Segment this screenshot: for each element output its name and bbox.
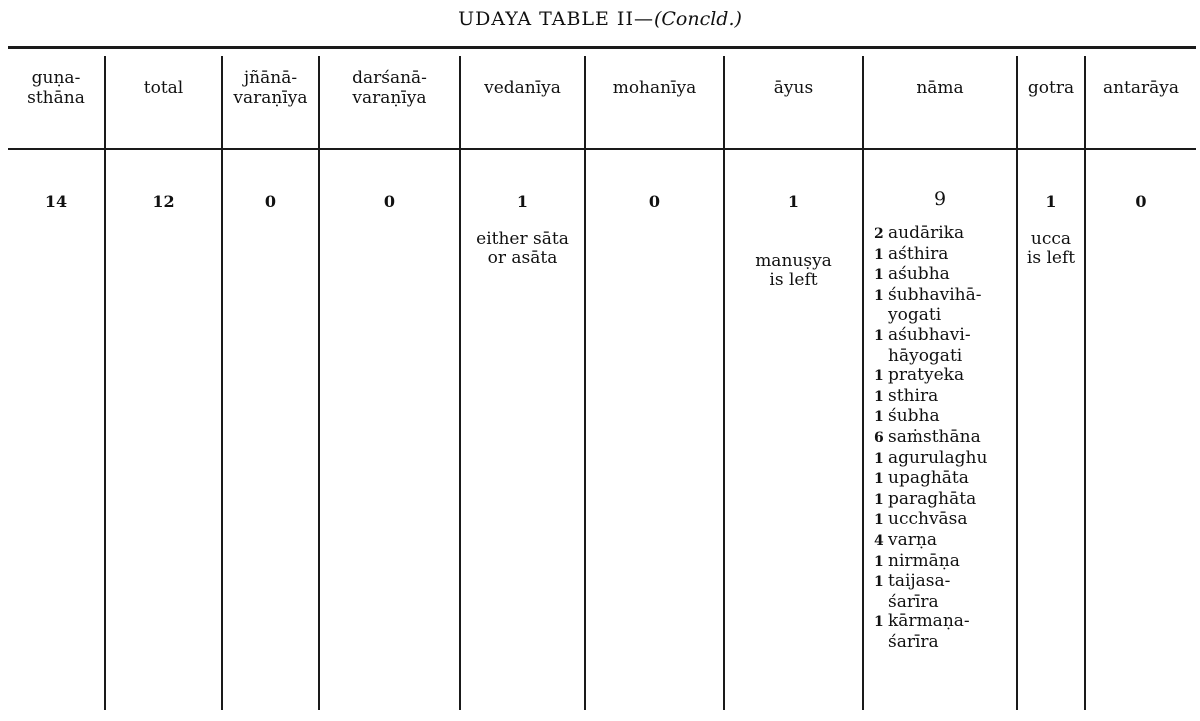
nama-count: 1 <box>874 287 884 304</box>
note-vedaniya <box>461 230 584 268</box>
nama-count: 1 <box>874 267 884 284</box>
nama-name: aśubhavi- <box>888 324 971 345</box>
header-line: āyus <box>773 78 814 98</box>
nama-count: 4 <box>874 532 884 549</box>
cell-darsanavaraniya: 0 <box>383 192 396 211</box>
list-item <box>874 326 1016 366</box>
header-line: total <box>143 78 184 98</box>
header-gotra <box>1018 78 1084 98</box>
header-line: guṇa- <box>31 68 81 88</box>
nama-name: saṁsthāna <box>888 426 981 447</box>
nama-name: pratyeka <box>888 365 965 386</box>
cell-ayus: 1 <box>787 192 800 211</box>
list-item <box>874 265 1016 286</box>
list-item <box>874 531 1016 552</box>
note-line: manuṣya <box>755 251 832 271</box>
nama-name-continued: śarīra <box>888 631 939 652</box>
column-divider <box>104 56 106 710</box>
column-divider <box>723 56 725 710</box>
list-item <box>874 224 1016 245</box>
nama-name: taijasa- <box>888 571 951 592</box>
header-line: vedanīya <box>484 78 561 98</box>
list-item <box>874 612 1016 652</box>
list-item <box>874 407 1016 428</box>
cell-antaraya: 0 <box>1135 192 1147 211</box>
cell-gunasthana: 14 <box>44 192 68 211</box>
header-ayus <box>725 78 862 98</box>
cell-jnanavaraniya: 0 <box>264 192 277 211</box>
nama-name: aśubha <box>888 264 950 285</box>
list-item <box>874 490 1016 511</box>
nama-count: 1 <box>874 246 884 263</box>
column-divider <box>459 56 461 710</box>
header-line: antarāya <box>1102 78 1180 98</box>
column-divider <box>1084 56 1086 710</box>
nama-name: ucchvāsa <box>888 509 968 530</box>
list-item <box>874 572 1016 612</box>
nama-name-continued: yogati <box>888 305 942 326</box>
nama-count: 6 <box>874 429 884 446</box>
cell-vedaniya: 1 <box>516 192 529 211</box>
column-divider <box>584 56 586 710</box>
note-line: ucca <box>1030 229 1072 249</box>
column-divider <box>862 56 864 710</box>
nama-count: 1 <box>874 388 884 405</box>
note-line: either sāta <box>476 229 569 249</box>
header-line: varaṇīya <box>352 88 427 108</box>
list-item <box>874 469 1016 490</box>
cell-total: 12 <box>152 192 175 211</box>
note-ayus <box>725 252 862 290</box>
header-line: mohanīya <box>612 78 697 98</box>
note-line: is left <box>769 270 818 290</box>
column-divider <box>318 56 320 710</box>
nama-name: śubhavihā- <box>888 284 982 305</box>
nama-name-continued: hāyogati <box>888 345 963 366</box>
table-top-rule <box>8 46 1196 49</box>
header-jnanavaraniya <box>223 68 318 108</box>
nama-count: 1 <box>874 614 884 631</box>
nama-name: kārmaṇa- <box>888 611 970 632</box>
list-item <box>874 286 1016 326</box>
nama-count: 1 <box>874 574 884 591</box>
header-line: jñānā- <box>243 68 298 88</box>
note-gotra <box>1018 230 1084 268</box>
header-line: gotra <box>1027 78 1075 98</box>
list-item <box>874 449 1016 470</box>
page-title <box>0 8 1200 30</box>
nama-name-continued: śarīra <box>888 591 939 612</box>
column-divider <box>221 56 223 710</box>
nama-name: aśthira <box>888 243 949 264</box>
nama-breakdown-list <box>874 224 1016 652</box>
cell-nama: 9 <box>933 188 947 210</box>
cell-mohaniya: 0 <box>648 192 661 211</box>
nama-name: audārika <box>888 223 965 243</box>
header-nama <box>864 78 1016 98</box>
list-item <box>874 387 1016 408</box>
header-darsanavaraniya <box>320 68 459 108</box>
header-total <box>106 78 221 98</box>
nama-count: 1 <box>874 368 884 385</box>
nama-count: 2 <box>874 226 884 242</box>
header-line: darśanā- <box>352 68 427 88</box>
nama-count: 1 <box>874 471 884 488</box>
list-item <box>874 366 1016 387</box>
list-item <box>874 552 1016 573</box>
nama-count: 1 <box>874 553 884 570</box>
column-divider <box>1016 56 1018 710</box>
nama-count: 1 <box>874 491 884 508</box>
nama-name: nirmāṇa <box>888 550 960 571</box>
header-line: nāma <box>916 78 964 98</box>
title-main: UDAYA TABLE II— <box>458 8 654 30</box>
nama-count: 1 <box>874 327 884 344</box>
header-antaraya <box>1086 78 1196 98</box>
header-line: varaṇīya <box>233 88 308 108</box>
list-item <box>874 245 1016 266</box>
note-line: or asāta <box>487 248 558 268</box>
nama-name: agurulaghu <box>888 447 988 468</box>
list-item <box>874 510 1016 531</box>
header-gunasthana <box>8 68 104 108</box>
nama-count: 1 <box>874 409 884 426</box>
nama-name: śubha <box>888 406 940 427</box>
nama-name: sthira <box>888 385 939 406</box>
header-vedaniya <box>461 78 584 98</box>
list-item <box>874 428 1016 449</box>
header-line: sthāna <box>27 88 85 108</box>
nama-name: upaghāta <box>888 468 969 489</box>
nama-count: 1 <box>874 512 884 529</box>
cell-gotra: 1 <box>1045 192 1057 211</box>
header-mohaniya <box>586 78 723 98</box>
nama-name: paraghāta <box>888 488 977 509</box>
nama-name: varṇa <box>888 529 937 550</box>
nama-count: 1 <box>874 450 884 467</box>
note-line: is left <box>1026 248 1076 268</box>
title-concld: (Concld.) <box>653 8 742 30</box>
